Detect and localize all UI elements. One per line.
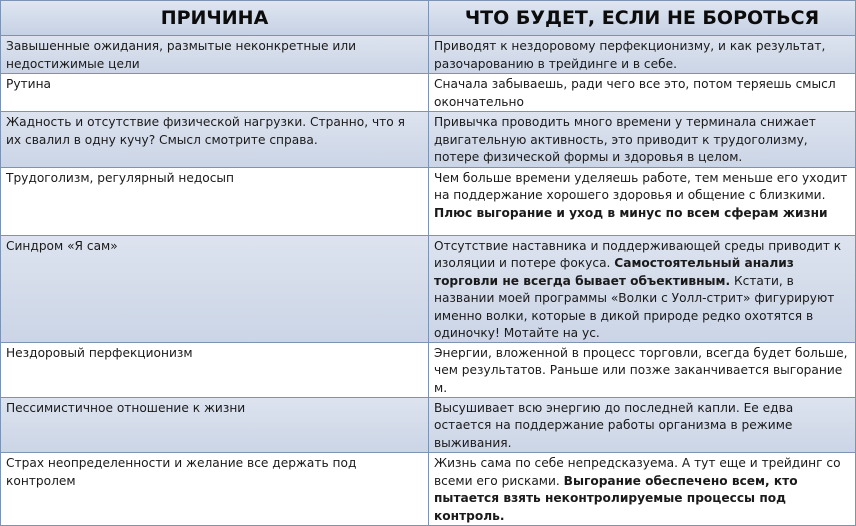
table-row xyxy=(1,168,855,236)
consequence-cell: Сначала забываешь, ради чего все это, потом теряешь смысл окончательно xyxy=(429,74,855,111)
table-row xyxy=(1,36,855,74)
table-row xyxy=(1,343,855,398)
consequence-bold-text: Плюс выгорание и уход в минус по всем сферам жизни xyxy=(434,205,828,220)
header-cause: ПРИЧИНА xyxy=(1,1,429,35)
cause-cell: Рутина xyxy=(1,74,429,111)
consequence-bold-text: Самостоятельный анализ торговли не всегда бывает объективным. xyxy=(434,256,794,288)
consequence-cell xyxy=(429,168,855,235)
header-consequence: ЧТО БУДЕТ, ЕСЛИ НЕ БОРОТЬСЯ xyxy=(429,1,855,35)
consequence-cell xyxy=(429,453,855,525)
cause-cell: Жадность и отсутствие физической нагрузки. Странно, что я их свалил в одну кучу? Смысл смотрите справа. xyxy=(1,112,429,167)
consequence-cell: Энергии, вложенной в процесс торговли, всегда будет больше, чем результатов. Раньше или позже заканчивается выгорание м. xyxy=(429,343,855,397)
table-row xyxy=(1,112,855,168)
cause-cell: Завышенные ожидания, размытые неконкретные или недостижимые цели xyxy=(1,36,429,73)
consequence-text: Жизнь сама по себе непредсказуема. А тут еще и трейдинг со всеми его рисками. xyxy=(434,456,841,488)
cause-cell: Трудоголизм, регулярный недосып xyxy=(1,168,429,235)
consequence-tail-text: Кстати, в названии моей программы «Волки с Уолл-стрит» фигурируют именно волки, которые в дикой природе редко охотятся в одиночку! Мотайте на ус. xyxy=(434,273,835,340)
consequence-cell: Приводят к нездоровому перфекционизму, и как результат, разочарованию в трейдинге и в себе. xyxy=(429,36,855,73)
cause-cell: Пессимистичное отношение к жизни xyxy=(1,398,429,453)
table-row xyxy=(1,398,855,454)
consequence-bold-text: Выгорание обеспечено всем, кто пытается взять неконтролируемые процессы под контроль. xyxy=(434,473,798,523)
table-row xyxy=(1,236,855,343)
consequence-text: Чем больше времени уделяешь работе, тем меньше его уходит на поддержание хорошего здоровья и общение с близкими. xyxy=(434,170,848,202)
consequence-cell: Привычка проводить много времени у терминала снижает двигательную активность, это приводит к трудоголизму, потере физической формы и здоровья в целом. xyxy=(429,112,855,167)
cause-cell: Страх неопределенности и желание все держать под контролем xyxy=(1,453,429,525)
table-row xyxy=(1,74,855,112)
consequence-cell xyxy=(429,236,855,342)
cause-cell: Синдром «Я сам» xyxy=(1,236,429,342)
consequence-cell: Высушивает всю энергию до последней капли. Ее едва остается на поддержание работы организма в режиме выживания. xyxy=(429,398,855,453)
table-row xyxy=(1,453,855,525)
table-header-row xyxy=(1,1,855,36)
consequence-text: Отсутствие наставника и поддерживающей среды приводит к изоляции и потере фокуса. xyxy=(434,238,842,270)
cause-cell: Нездоровый перфекционизм xyxy=(1,343,429,397)
